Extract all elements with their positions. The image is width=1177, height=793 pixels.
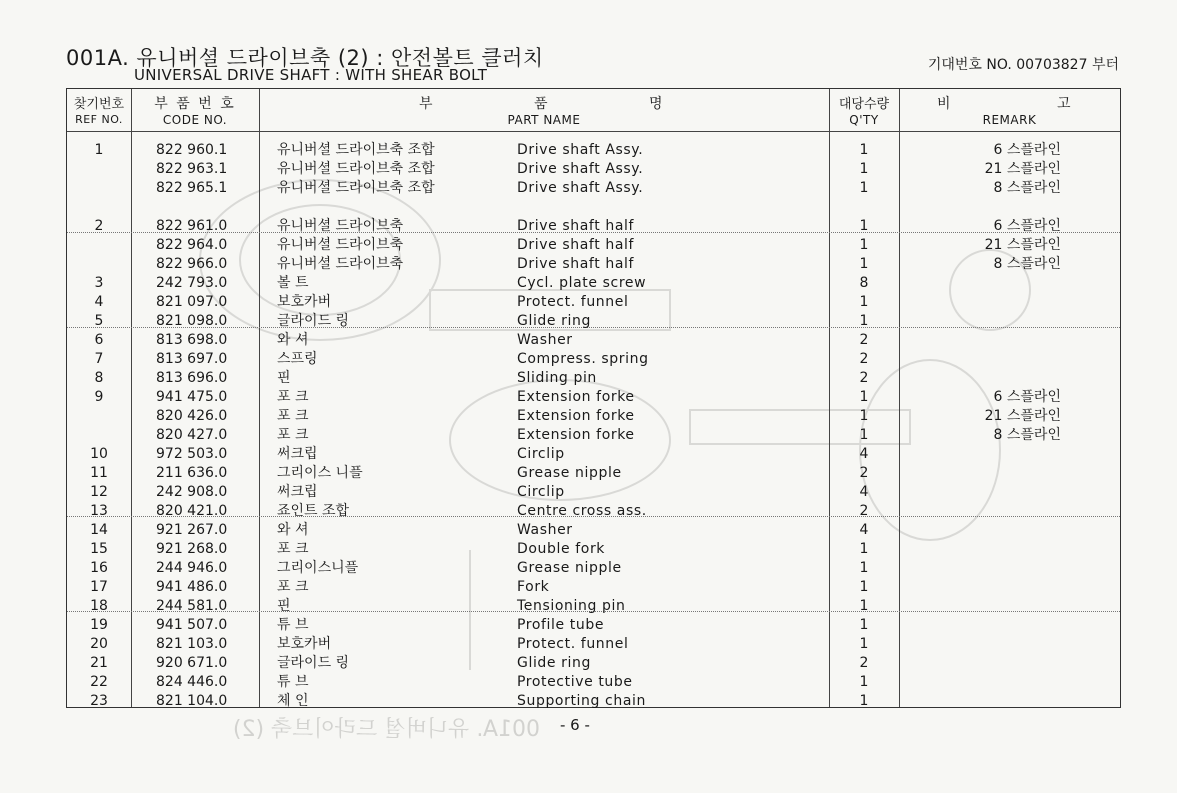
table-row <box>67 160 1120 179</box>
table-row <box>67 236 1120 255</box>
part-qty: 1 <box>859 161 869 177</box>
part-name-kr: 보호카버 <box>277 294 332 310</box>
part-name-kr: 유니버셜 드라이브축 조합 <box>277 142 435 158</box>
part-name-en: Extension forke <box>517 389 635 405</box>
part-code: 921 268.0 <box>156 541 228 557</box>
part-qty: 1 <box>859 693 869 709</box>
part-name-en: Glide ring <box>517 313 591 329</box>
table-row <box>67 141 1120 160</box>
ref-number: 18 <box>90 598 108 614</box>
part-name-kr: 체 인 <box>277 693 309 709</box>
part-name-kr: 핀 <box>277 598 291 614</box>
ref-number: 5 <box>94 313 104 329</box>
part-name-kr: 볼 트 <box>277 275 309 291</box>
part-name-header-en: PART NAME <box>507 113 581 127</box>
part-name-en: Extension forke <box>517 427 635 443</box>
part-name-en: Grease nipple <box>517 465 622 481</box>
part-qty: 1 <box>859 674 869 690</box>
part-code: 821 097.0 <box>156 294 228 310</box>
part-name-en: Circlip <box>517 446 565 462</box>
part-qty: 2 <box>859 503 869 519</box>
part-name-en: Extension forke <box>517 408 635 424</box>
ref-number: 11 <box>90 465 108 481</box>
part-name-kr: 글라이드 링 <box>277 313 350 329</box>
table-row <box>67 426 1120 445</box>
table-row <box>67 274 1120 293</box>
part-name-kr: 스프링 <box>277 351 318 367</box>
part-name-kr: 포 크 <box>277 541 309 557</box>
ref-number: 12 <box>90 484 108 500</box>
part-qty: 1 <box>859 541 869 557</box>
part-code: 972 503.0 <box>156 446 228 462</box>
part-code: 824 446.0 <box>156 674 228 690</box>
part-name-en: Supporting chain <box>517 693 646 709</box>
part-header-char: 명 <box>649 96 663 112</box>
ref-number: 21 <box>90 655 108 671</box>
part-qty: 4 <box>859 522 869 538</box>
table-row <box>67 293 1120 312</box>
part-name-kr: 와 셔 <box>277 522 309 538</box>
part-name-kr: 보호카버 <box>277 636 332 652</box>
part-code: 244 946.0 <box>156 560 228 576</box>
ref-number: 20 <box>90 636 108 652</box>
part-qty: 1 <box>859 237 869 253</box>
code-header-en: CODE NO. <box>162 113 228 127</box>
part-qty: 1 <box>859 218 869 234</box>
part-name-kr: 유니버셜 드라이브축 조합 <box>277 180 435 196</box>
part-name-en: Drive shaft Assy. <box>517 180 644 196</box>
table-row <box>67 540 1120 559</box>
part-qty: 1 <box>859 636 869 652</box>
table-row <box>67 578 1120 597</box>
part-remark: 8 스플라인 <box>993 256 1061 272</box>
table-row <box>67 217 1120 236</box>
part-name-kr: 포 크 <box>277 579 309 595</box>
part-name-en: Protective tube <box>517 674 633 690</box>
part-remark: 21 스플라인 <box>984 237 1061 253</box>
part-remark: 8 스플라인 <box>993 427 1061 443</box>
part-qty: 1 <box>859 598 869 614</box>
part-name-en: Double fork <box>517 541 606 557</box>
table-row <box>67 179 1120 198</box>
part-name-en: Protect. funnel <box>517 636 629 652</box>
part-name-kr: 유니버셜 드라이브축 조합 <box>277 161 435 177</box>
ref-number: 7 <box>94 351 104 367</box>
bleed-through-text: 001A. 유니버셜 드라이브축 (2) <box>232 717 540 742</box>
part-name-en: Fork <box>517 579 550 595</box>
part-code: 820 421.0 <box>156 503 228 519</box>
ref-number: 3 <box>94 275 104 291</box>
part-header-char: 품 <box>534 96 548 112</box>
table-row <box>67 350 1120 369</box>
remark-header-char: 고 <box>1057 96 1071 112</box>
part-qty: 1 <box>859 313 869 329</box>
part-qty: 1 <box>859 142 869 158</box>
parts-table <box>66 88 1121 708</box>
part-name-kr: 글라이드 링 <box>277 655 350 671</box>
table-row <box>67 635 1120 654</box>
part-name-en: Sliding pin <box>517 370 597 386</box>
ref-number: 19 <box>90 617 108 633</box>
part-remark: 6 스플라인 <box>993 389 1061 405</box>
part-qty: 1 <box>859 427 869 443</box>
part-name-en: Centre cross ass. <box>517 503 647 519</box>
code-header-kr: 부 품 번 호 <box>154 96 236 112</box>
part-qty: 1 <box>859 617 869 633</box>
part-remark: 6 스플라인 <box>993 218 1061 234</box>
part-code: 813 698.0 <box>156 332 228 348</box>
ref-number: 8 <box>94 370 104 386</box>
table-row <box>67 654 1120 673</box>
table-row <box>67 502 1120 521</box>
part-qty: 2 <box>859 370 869 386</box>
table-row <box>67 483 1120 502</box>
part-qty: 1 <box>859 389 869 405</box>
machine-serial-range: 기대번호 NO. 00703827 부터 <box>927 57 1119 73</box>
part-qty: 1 <box>859 560 869 576</box>
part-name-kr: 튜 브 <box>277 674 309 690</box>
table-row <box>67 616 1120 635</box>
part-name-kr: 와 셔 <box>277 332 309 348</box>
part-qty: 4 <box>859 484 869 500</box>
part-name-kr: 그리이스니플 <box>277 560 359 576</box>
part-name-kr: 유니버셜 드라이브축 <box>277 256 404 272</box>
table-row <box>67 369 1120 388</box>
part-qty: 2 <box>859 332 869 348</box>
header-divider <box>67 131 1120 132</box>
part-name-en: Washer <box>517 522 573 538</box>
part-name-en: Washer <box>517 332 573 348</box>
part-code: 211 636.0 <box>156 465 228 481</box>
part-qty: 1 <box>859 180 869 196</box>
remark-header-en: REMARK <box>982 113 1037 127</box>
part-qty: 1 <box>859 579 869 595</box>
part-name-kr: 튜 브 <box>277 617 309 633</box>
part-name-kr: 써크립 <box>277 484 318 500</box>
part-code: 244 581.0 <box>156 598 228 614</box>
table-row <box>67 312 1120 331</box>
part-name-kr: 유니버셜 드라이브축 <box>277 237 404 253</box>
qty-header-kr: 대당수량 <box>838 97 890 112</box>
part-qty: 1 <box>859 294 869 310</box>
part-name-en: Protect. funnel <box>517 294 629 310</box>
table-row <box>67 445 1120 464</box>
table-row <box>67 464 1120 483</box>
part-qty: 1 <box>859 408 869 424</box>
part-remark: 21 스플라인 <box>984 408 1061 424</box>
part-qty: 2 <box>859 465 869 481</box>
part-remark: 6 스플라인 <box>993 142 1061 158</box>
part-qty: 4 <box>859 446 869 462</box>
part-name-kr: 죠인트 조합 <box>277 503 350 519</box>
part-name-kr: 핀 <box>277 370 291 386</box>
ref-number: 23 <box>90 693 108 709</box>
part-code: 820 427.0 <box>156 427 228 443</box>
ref-number: 16 <box>90 560 108 576</box>
ref-number: 6 <box>94 332 104 348</box>
ref-number: 10 <box>90 446 108 462</box>
table-row <box>67 692 1120 711</box>
part-code: 242 793.0 <box>156 275 228 291</box>
ref-number: 1 <box>94 142 104 158</box>
part-qty: 8 <box>859 275 869 291</box>
ref-number: 2 <box>94 218 104 234</box>
part-code: 813 697.0 <box>156 351 228 367</box>
part-code: 822 965.1 <box>156 180 228 196</box>
table-row <box>67 597 1120 616</box>
ref-number: 13 <box>90 503 108 519</box>
table-row <box>67 388 1120 407</box>
part-name-en: Drive shaft half <box>517 237 635 253</box>
part-code: 821 098.0 <box>156 313 228 329</box>
part-code: 821 103.0 <box>156 636 228 652</box>
part-code: 822 966.0 <box>156 256 228 272</box>
part-name-en: Cycl. plate screw <box>517 275 647 291</box>
part-name-en: Drive shaft half <box>517 256 635 272</box>
part-name-en: Drive shaft Assy. <box>517 161 644 177</box>
remark-header-char: 비 <box>937 96 951 112</box>
part-qty: 1 <box>859 256 869 272</box>
part-name-en: Tensioning pin <box>517 598 626 614</box>
part-remark: 8 스플라인 <box>993 180 1061 196</box>
part-code: 822 960.1 <box>156 142 228 158</box>
ref-header-kr: 찾기번호 <box>73 97 125 112</box>
part-code: 822 961.0 <box>156 218 228 234</box>
part-code: 813 696.0 <box>156 370 228 386</box>
part-code: 822 964.0 <box>156 237 228 253</box>
part-code: 822 963.1 <box>156 161 228 177</box>
page-title-english: UNIVERSAL DRIVE SHAFT : WITH SHEAR BOLT <box>134 66 488 84</box>
table-row <box>67 673 1120 692</box>
ref-number: 9 <box>94 389 104 405</box>
part-code: 242 908.0 <box>156 484 228 500</box>
part-header-char: 부 <box>419 96 433 112</box>
qty-header-en: Q'TY <box>849 113 879 127</box>
part-code: 921 267.0 <box>156 522 228 538</box>
ref-number: 22 <box>90 674 108 690</box>
part-name-en: Drive shaft half <box>517 218 635 234</box>
table-row <box>67 521 1120 540</box>
part-name-en: Circlip <box>517 484 565 500</box>
part-name-en: Compress. spring <box>517 351 649 367</box>
part-name-kr: 그리이스 니플 <box>277 465 363 481</box>
part-code: 941 475.0 <box>156 389 228 405</box>
part-name-en: Profile tube <box>517 617 605 633</box>
part-qty: 2 <box>859 351 869 367</box>
part-qty: 2 <box>859 655 869 671</box>
table-row <box>67 255 1120 274</box>
page-title-korean: 001A. 유니버셜 드라이브축 (2) : 안전볼트 클러치 <box>66 46 544 70</box>
part-name-en: Glide ring <box>517 655 591 671</box>
table-row <box>67 407 1120 426</box>
part-code: 920 671.0 <box>156 655 228 671</box>
part-name-kr: 포 크 <box>277 427 309 443</box>
ref-number: 14 <box>90 522 108 538</box>
part-name-kr: 포 크 <box>277 408 309 424</box>
part-code: 821 104.0 <box>156 693 228 709</box>
ref-number: 17 <box>90 579 108 595</box>
table-row <box>67 559 1120 578</box>
part-name-kr: 유니버셜 드라이브축 <box>277 218 404 234</box>
page-number: - 6 - <box>560 716 590 734</box>
part-code: 820 426.0 <box>156 408 228 424</box>
ref-number: 4 <box>94 294 104 310</box>
ref-number: 15 <box>90 541 108 557</box>
part-name-en: Drive shaft Assy. <box>517 142 644 158</box>
table-row <box>67 331 1120 350</box>
part-remark: 21 스플라인 <box>984 161 1061 177</box>
ref-header-en: REF NO. <box>75 113 123 126</box>
part-name-kr: 포 크 <box>277 389 309 405</box>
part-name-en: Grease nipple <box>517 560 622 576</box>
part-code: 941 486.0 <box>156 579 228 595</box>
part-code: 941 507.0 <box>156 617 228 633</box>
part-name-kr: 써크립 <box>277 446 318 462</box>
